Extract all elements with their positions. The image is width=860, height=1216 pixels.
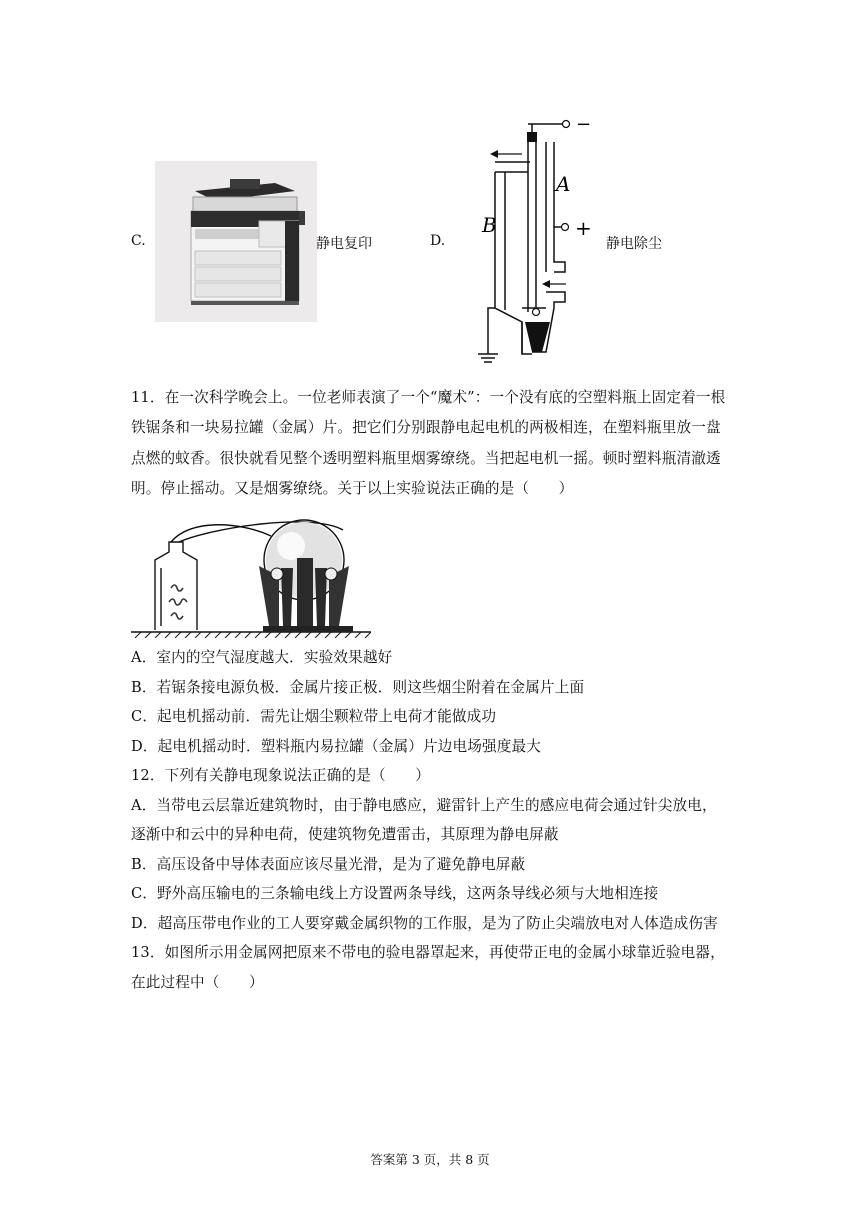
- q13-line-1: 13．如图所示用金属网把原来不带电的验电器罩起来，再使带正电的金属小球靠近验电器，: [131, 944, 725, 961]
- option-d-letter: D.: [430, 233, 446, 249]
- q12-option-a-line-1: A．当带电云层靠近建筑物时，由于静电感应，避雷针上产生的感应电荷会通过针尖放电，: [131, 797, 717, 814]
- plus-label: +: [575, 216, 592, 240]
- precipitator-diagram: [470, 112, 605, 374]
- q11-option-c: C．起电机摇动前．需先让烟尘颗粒带上电荷才能做成功: [131, 708, 497, 725]
- option-d-caption: 静电除尘: [606, 236, 662, 252]
- q11-line-4: 明。停止摇动。又是烟雾缭绕。关于以上实验说法正确的是（ ）: [131, 480, 574, 497]
- q11-option-a: A．室内的空气湿度越大．实验效果越好: [131, 649, 393, 666]
- q12-option-b: B．高压设备中导体表面应该尽量光滑，是为了避免静电屏蔽: [131, 856, 526, 873]
- q12-option-c: C．野外高压输电的三条输电线上方设置两条导线，这两条导线必须与大地相连接: [131, 885, 659, 902]
- copier-image: [155, 161, 317, 322]
- option-c-caption: 静电复印: [316, 236, 372, 252]
- label-b: B: [482, 213, 497, 237]
- q11-option-b: B．若锯条接电源负极．金属片接正极．则这些烟尘附着在金属片上面: [131, 679, 585, 696]
- q11-line-1: 11．在一次科学晚会上。一位老师表演了一个“魔术”：一个没有底的空塑料瓶上固定着一根: [131, 389, 726, 406]
- q11-experiment-figure: [131, 508, 371, 638]
- q13-line-2: 在此过程中（ ）: [131, 974, 264, 991]
- option-c-letter: C.: [131, 233, 146, 249]
- copier-illustration: [155, 161, 317, 322]
- q11-option-d: D．起电机摇动时．塑料瓶内易拉罐（金属）片边电场强度最大: [131, 738, 541, 755]
- q11-line-3: 点燃的蚊香。很快就看见整个透明塑料瓶里烟雾缭绕。当把起电机一摇。顿时塑料瓶清澈透: [131, 450, 721, 467]
- minus-label: −: [576, 114, 592, 135]
- q12-option-d: D．超高压带电作业的工人要穿戴金属织物的工作服，是为了防止尖端放电对人体造成伤害: [131, 915, 718, 932]
- q11-line-2: 铁锯条和一块易拉罐（金属）片。把它们分别跟静电起电机的两极相连，在塑料瓶里放一盘: [131, 419, 721, 436]
- label-a: A: [556, 172, 571, 196]
- q12-option-a-line-2: 逐渐中和云中的异种电荷，使建筑物免遭雷击，其原理为静电屏蔽: [131, 826, 559, 843]
- q12-stem: 12．下列有关静电现象说法正确的是（ ）: [131, 767, 431, 784]
- page-footer: 答案第 3 页，共 8 页: [370, 1152, 490, 1167]
